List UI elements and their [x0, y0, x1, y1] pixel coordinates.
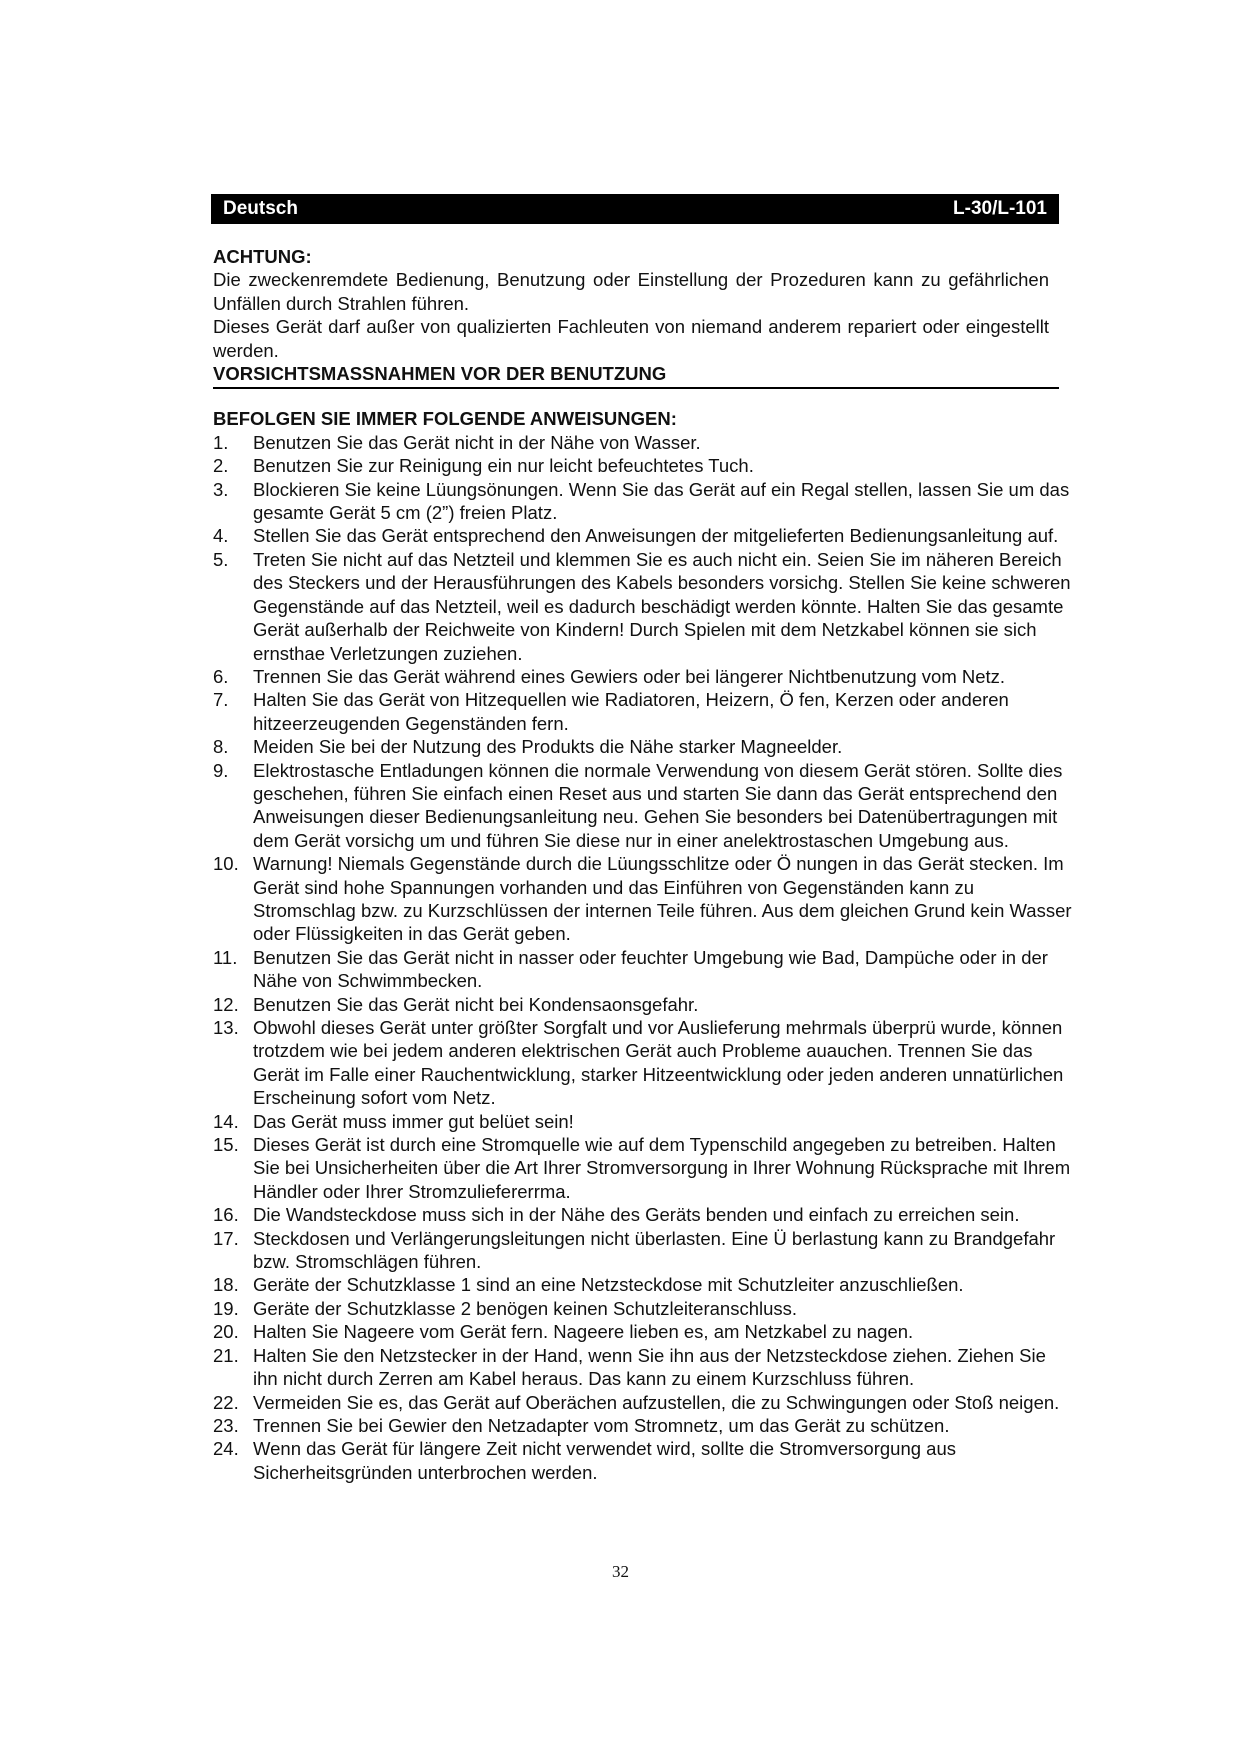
instruction-item: [213, 946, 1073, 993]
instruction-number: 8.: [213, 736, 229, 758]
instruction-text: Elektrostasche Entladungen können die normale Verwendung von diesem Gerät stören. Sollte dies geschehen, führen Sie einfach einen Reset aus und starten Sie dann das Gerät entsprechend den Anweisungen dieser Bedienungsanleitung neu. Gehen Sie besonders bei Datenübertragungen mit dem Gerät vorsichg um und führen Sie diese nur in einer anelektrostaschen Umgebung aus.: [253, 759, 1063, 851]
instruction-item: [213, 1297, 1073, 1320]
instruction-text: Halten Sie das Gerät von Hitzequellen wie Radiatoren, Heizern, Ö fen, Kerzen oder anderen hitzeerzeugenden Gegenständen fern.: [253, 689, 1009, 734]
instruction-text: Benutzen Sie zur Reinigung ein nur leicht befeuchtetes Tuch.: [253, 455, 754, 477]
instruction-number: 15.: [213, 1134, 239, 1156]
instruction-number: 13.: [213, 1017, 239, 1038]
instruction-item: [213, 1391, 1073, 1414]
instruction-text: Dieses Gerät ist durch eine Stromquelle wie auf dem Typenschild angegeben zu betreiben. Halten Sie bei Unsicherheiten über die Art Ihrer Stromversorgung in Ihrer Wohnung Rücksprache mit Ihrem Händler oder Ihrer Stromzuliefererrma.: [253, 1134, 1071, 1202]
page-number: 32: [612, 1562, 629, 1581]
instruction-number: 22.: [213, 1391, 239, 1413]
instruction-number: 24.: [213, 1438, 239, 1460]
instruction-number: 17.: [213, 1227, 239, 1249]
instruction-text: Das Gerät muss immer gut belüet sein!: [253, 1110, 574, 1132]
instruction-text: Trennen Sie bei Gewier den Netzadapter vom Stromnetz, um das Gerät zu schützen.: [253, 1414, 950, 1436]
instruction-item: [213, 1203, 1073, 1226]
instruction-text: Treten Sie nicht auf das Netzteil und klemmen Sie es auch nicht ein. Seien Sie im näheren Bereich des Steckers und der Herausführungen des Kabels besonders vorsichg. Stellen Sie keine schweren Gegenstände auf das Netzteil, weil es dadurch beschädigt werden könnte. Halten Sie das gesamte Gerät außerhalb der Reichweite von Kindern! Durch Spielen mit dem Netzkabel können sie sich ernsthae Verletzungen zuziehen.: [253, 548, 1071, 664]
instruction-text: Benutzen Sie das Gerät nicht bei Kondensaonsgefahr.: [253, 993, 699, 1015]
instruction-number: 18.: [213, 1274, 239, 1296]
instruction-number: 12.: [213, 993, 239, 1015]
instruction-number: 4.: [213, 525, 229, 547]
warning-paragraph-1: Die zweckenremdete Bedienung, Benutzung oder Einstellung der Prozeduren kann zu gefährlichen Unfällen durch Strahlen führen.: [213, 269, 1049, 314]
instruction-text: Blockieren Sie keine Lüungsönungen. Wenn Sie das Gerät auf ein Regal stellen, lassen Sie um das gesamte Gerät 5 cm (2”) freien Platz.: [253, 478, 1070, 524]
instruction-number: 19.: [213, 1297, 239, 1319]
instruction-text: Benutzen Sie das Gerät nicht in nasser oder feuchter Umgebung wie Bad, Dampüche oder in der Nähe von Schwimmbecken.: [253, 946, 1048, 992]
instructions-subtitle: BEFOLGEN SIE IMMER FOLGENDE ANWEISUNGEN:: [213, 408, 677, 430]
instruction-number: 3.: [213, 478, 229, 500]
instruction-number: 1.: [213, 431, 229, 453]
instruction-number: 11.: [213, 946, 238, 968]
instruction-number: 14.: [213, 1110, 239, 1132]
instruction-text: Meiden Sie bei der Nutzung des Produkts die Nähe starker Magneelder.: [253, 736, 843, 758]
header-model: L-30/L-101: [953, 198, 1047, 219]
instruction-text: Trennen Sie das Gerät während eines Gewiers oder bei längerer Nichtbenutzung vom Netz.: [253, 665, 1006, 687]
instruction-number: 6.: [213, 665, 229, 687]
instruction-item: [213, 1320, 1073, 1343]
instruction-item: [213, 759, 1073, 853]
instruction-text: Geräte der Schutzklasse 1 sind an eine Netzsteckdose mit Schutzleiter anzuschließen.: [253, 1274, 964, 1296]
instruction-text: Wenn das Gerät für längere Zeit nicht verwendet wird, sollte die Stromversorgung aus Sicherheitsgründen unterbrochen werden.: [253, 1438, 956, 1483]
section-title: VORSICHTSMASSNAHMEN VOR DER BENUTZUNG: [213, 362, 1059, 389]
instruction-item: [213, 852, 1073, 946]
instruction-number: 23.: [213, 1414, 239, 1436]
instruction-number: 21.: [213, 1344, 239, 1366]
instruction-text: Geräte der Schutzklasse 2 benögen keinen Schutzleiteranschluss.: [253, 1297, 798, 1319]
instruction-number: 10.: [213, 853, 239, 875]
instruction-text: Obwohl dieses Gerät unter größter Sorgfalt und vor Auslieferung mehrmals überprü wurde, können trotzdem wie bei jedem anderen elektrischen Gerät auch Probleme auauchen. Trennen Sie das Gerät im Falle einer Rauchentwicklung, starker Hitzeentwicklung oder jeden anderen unnatürlichen Erscheinung sofort vom Netz.: [253, 1017, 1064, 1109]
instruction-item: [213, 1110, 1073, 1133]
instruction-item: [213, 1133, 1073, 1203]
instruction-text: Vermeiden Sie es, das Gerät auf Oberächen aufzustellen, die zu Schwingungen oder Stoß neigen.: [253, 1391, 1060, 1413]
instruction-item: [213, 1344, 1073, 1391]
instruction-item: [213, 548, 1073, 665]
page-content: [213, 245, 1073, 1484]
instruction-item: [213, 454, 1073, 477]
instruction-item: [213, 993, 1073, 1016]
instruction-item: [213, 1016, 1073, 1110]
instruction-number: 16.: [213, 1204, 239, 1226]
instruction-text: Warnung! Niemals Gegenstände durch die Lüungsschlitze oder Ö nungen in das Gerät stecken. Im Gerät sind hohe Spannungen vorhanden und das Einführen von Gegenständen kann zu Stromschlag bzw. zu Kurzschlüssen der internen Teile führen. Aus dem gleichen Grund kein Wasser oder Flüssigkeiten in das Gerät geben.: [253, 853, 1072, 945]
instruction-item: [213, 688, 1073, 735]
instructions-list: [213, 431, 1073, 1484]
instruction-text: Steckdosen und Verlängerungsleitungen nicht überlasten. Eine Ü berlastung kann zu Brandgefahr bzw. Stromschlägen führen.: [253, 1227, 1056, 1273]
instruction-item: [213, 431, 1073, 454]
instruction-number: 20.: [213, 1321, 239, 1343]
instruction-item: [213, 524, 1073, 547]
header-language: Deutsch: [223, 198, 298, 219]
instruction-number: 7.: [213, 689, 229, 711]
instruction-text: Stellen Sie das Gerät entsprechend den Anweisungen der mitgelieferten Bedienungsanleitung auf.: [253, 525, 1059, 547]
instruction-number: 9.: [213, 759, 229, 781]
instruction-item: [213, 1227, 1073, 1274]
warning-paragraph-2: Dieses Gerät darf außer von qualizierten Fachleuten von niemand anderem repariert oder eingestellt werden.: [213, 316, 1049, 361]
instruction-number: 2.: [213, 455, 229, 477]
instruction-item: [213, 478, 1073, 525]
instruction-text: Halten Sie den Netzstecker in der Hand, wenn Sie ihn aus der Netzsteckdose ziehen. Ziehen Sie ihn nicht durch Zerren am Kabel heraus. Das kann zu einem Kurzschluss führen.: [253, 1344, 1046, 1390]
page-header-bar: [211, 194, 1059, 224]
warning-title: ACHTUNG:: [213, 246, 312, 267]
instruction-item: [213, 665, 1073, 688]
instruction-text: Die Wandsteckdose muss sich in der Nähe des Geräts benden und einfach zu erreichen sein.: [253, 1204, 1020, 1226]
instruction-item: [213, 735, 1073, 758]
instruction-item: [213, 1437, 1073, 1484]
instruction-item: [213, 1414, 1073, 1437]
instruction-item: [213, 1273, 1073, 1296]
instruction-number: 5.: [213, 548, 229, 570]
instruction-text: Halten Sie Nageere vom Gerät fern. Nageere lieben es, am Netzkabel zu nagen.: [253, 1321, 914, 1343]
instruction-text: Benutzen Sie das Gerät nicht in der Nähe von Wasser.: [253, 431, 701, 453]
